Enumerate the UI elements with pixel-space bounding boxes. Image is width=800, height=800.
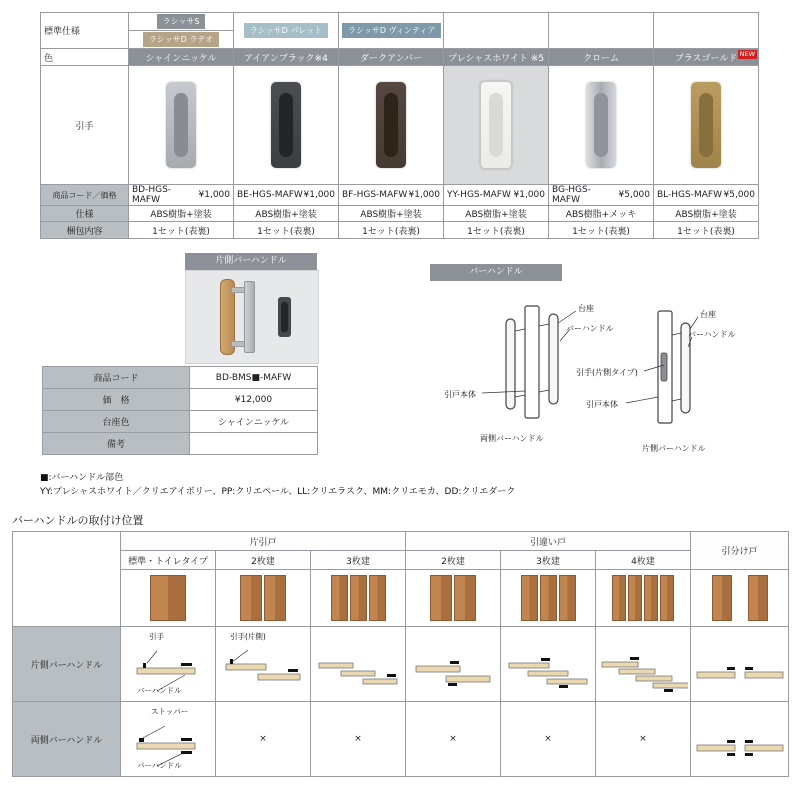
spec-2: ABS樹脂+塗装 (339, 206, 444, 222)
sub-header-2mai-chigai: 2枚建 (406, 551, 501, 570)
handle-image-precious-white (444, 66, 549, 185)
handle-image-chrome (549, 66, 654, 185)
info-value-code: BD-BMS■-MAFW (190, 367, 318, 389)
sub-header-3mai-kata: 3枚建 (311, 551, 406, 570)
not-available-mark: × (596, 702, 691, 777)
spec-row-label: 標準仕様 (41, 13, 129, 49)
handle-row-label: 引手 (41, 66, 129, 185)
sub-header-4mai-chigai: 4枚建 (596, 551, 691, 570)
series-chip-lasissa-s: ラシッサS (157, 14, 206, 29)
color-name-0: シャインニッケル (129, 49, 234, 66)
pack-3: 1セット(表裏) (444, 222, 549, 239)
install-position-title: バーハンドルの取付け位置 (12, 514, 144, 527)
info-label-remarks: 備考 (43, 433, 190, 455)
info-label-base-color: 台座色 (43, 411, 190, 433)
pack-5: 1セット(表裏) (654, 222, 759, 239)
pack-2: 1セット(表裏) (339, 222, 444, 239)
door-panel (660, 575, 674, 621)
door-panel (521, 575, 538, 621)
handle-image-iron-black (234, 66, 339, 185)
series-cell-vintia (339, 13, 444, 49)
price: ¥1,000 (513, 190, 545, 200)
spec-table (40, 12, 759, 239)
price: ¥5,000 (723, 190, 755, 200)
code-price-1 (234, 185, 339, 206)
door-image-3mai-chigai (501, 570, 596, 627)
not-available-mark: × (501, 702, 596, 777)
series-cell-s-lateo (129, 13, 234, 31)
code-price-3 (444, 185, 549, 206)
door-panel (454, 575, 476, 621)
pack-0: 1セット(表裏) (129, 222, 234, 239)
sub-header-2mai-kata: 2枚建 (216, 551, 311, 570)
annotation-hikite: 引手 (149, 632, 164, 641)
code-price-5 (654, 185, 759, 206)
door-panel (150, 575, 186, 621)
door-panel (369, 575, 386, 621)
door-panel (350, 575, 367, 621)
info-value-price: ¥12,000 (190, 389, 318, 411)
pack-1: 1セット(表裏) (234, 222, 339, 239)
not-available-mark: × (311, 702, 406, 777)
plan-one-2mai-kata (216, 627, 311, 702)
bar-handle-info-table (42, 366, 318, 455)
one-side-bar-handle-title: 片側バーハンドル (185, 253, 317, 270)
door-gap (734, 576, 746, 620)
plan-one-4mai-chigai (596, 627, 691, 702)
code-price-row-label: 商品コード／価格 (41, 185, 129, 206)
pull-handle-graphic (586, 82, 616, 168)
annotation-stopper: ストッパー (151, 707, 189, 716)
spec-0: ABS樹脂+塗装 (129, 206, 234, 222)
door-image-hikiwake (691, 570, 789, 627)
product-code: BL-HGS-MAFW (657, 190, 722, 200)
diagram-label-bar-left: バーハンドル (566, 324, 614, 333)
info-value-base-color: シャインニッケル (190, 411, 318, 433)
door-panel (712, 575, 732, 621)
row-label-both-side: 両側バーハンドル (13, 702, 121, 777)
price: ¥5,000 (618, 190, 650, 200)
color-row-label: 色 (41, 49, 129, 66)
bar-handle-diagram (430, 281, 760, 467)
diagram-label-bar-right: バーハンドル (688, 330, 736, 339)
door-image-2mai-kata (216, 570, 311, 627)
price: ¥1,000 (408, 190, 440, 200)
annotation-bar-handle: バーハンドル (137, 686, 182, 695)
series-chip-vintia: ラシッサD ヴィンティア (342, 23, 441, 38)
code-price-0 (129, 185, 234, 206)
bar-handle-photo (185, 270, 319, 364)
diagram-label-both-side: 両側バーハンドル (480, 434, 544, 443)
color-name-1: アイアンブラック※4 (234, 49, 339, 66)
plan-one-3mai-kata (311, 627, 406, 702)
door-image-4mai-chigai (596, 570, 691, 627)
plan-one-standard (121, 627, 216, 702)
group-header-kata-hikido: 片引戸 (121, 532, 406, 551)
note-color-codes: YY:プレシャスホワイト／クリエアイボリー、PP:クリエペール、LL:クリエラスク、MM:クリエモカ、DD:クリエダーク (40, 487, 516, 497)
diagram-label-daiza-right: 台座 (700, 310, 716, 319)
series-cell-palette (234, 13, 339, 49)
series-cell-lateo (129, 31, 234, 49)
door-panel (240, 575, 262, 621)
bar-base-plate (244, 281, 255, 353)
series-cell-empty-3 (654, 13, 759, 49)
spec-5: ABS樹脂+塗装 (654, 206, 759, 222)
door-panel (748, 575, 768, 621)
pull-handle-graphic (271, 82, 301, 168)
door-panel (559, 575, 576, 621)
info-label-code: 商品コード (43, 367, 190, 389)
color-name-5-text: ブラスゴールド (674, 53, 738, 64)
install-position-table (12, 531, 789, 777)
group-header-hikiwake: 引分け戸 (691, 532, 789, 570)
plan-one-2mai-chigai (406, 627, 501, 702)
door-panel (540, 575, 557, 621)
series-cell-empty-2 (549, 13, 654, 49)
series-chip-lateo: ラシッサD ラテオ (143, 32, 219, 47)
info-label-price: 価 格 (43, 389, 190, 411)
not-available-mark: × (216, 702, 311, 777)
door-panel (612, 575, 626, 621)
handle-image-dark-amber (339, 66, 444, 185)
new-badge: NEW (739, 50, 755, 58)
diagram-label-one-side: 片側バーハンドル (642, 444, 706, 453)
diagram-label-hikite-one-side: 引手(片側タイプ) (576, 368, 638, 377)
info-value-remarks (190, 433, 318, 455)
handle-image-shine-nickel (129, 66, 234, 185)
pull-handle-graphic (376, 82, 406, 168)
plan-one-3mai-chigai (501, 627, 596, 702)
color-name-3: プレシャスホワイト ※5 (444, 49, 549, 66)
install-top-left-empty (13, 532, 121, 627)
pull-handle-graphic (480, 81, 512, 169)
sub-header-standard-toilet: 標準・トイレタイプ (121, 551, 216, 570)
spec-1: ABS樹脂+塗装 (234, 206, 339, 222)
plan-both-standard (121, 702, 216, 777)
price: ¥1,000 (198, 190, 230, 200)
pack-row-label: 梱包内容 (41, 222, 129, 239)
not-available-mark: × (406, 702, 501, 777)
door-panel (331, 575, 348, 621)
color-name-2: ダークアンバー (339, 49, 444, 66)
plan-one-hikiwake (691, 627, 789, 702)
code-price-4 (549, 185, 654, 206)
pack-4: 1セット(表裏) (549, 222, 654, 239)
door-panel (644, 575, 658, 621)
bar-handle-diagram-title: バーハンドル (430, 264, 562, 281)
recess-pull-graphic (278, 297, 291, 337)
pull-handle-graphic (166, 82, 196, 168)
product-code: BE-HGS-MAFW (237, 190, 303, 200)
spec-material-row-label: 仕様 (41, 206, 129, 222)
group-header-hikichigai: 引違い戸 (406, 532, 691, 551)
diagram-label-daiza-left: 台座 (578, 304, 594, 313)
code-price-2 (339, 185, 444, 206)
sub-header-3mai-chigai: 3枚建 (501, 551, 596, 570)
product-code: YY-HGS-MAFW (447, 190, 511, 200)
row-label-one-side: 片側バーハンドル (13, 627, 121, 702)
plan-both-hikiwake (691, 702, 789, 777)
door-panel (264, 575, 286, 621)
annotation-hikite-one: 引手(片側) (230, 632, 266, 641)
diagram-label-door-body-left: 引戸本体 (444, 390, 476, 399)
spec-3: ABS樹脂+塗装 (444, 206, 549, 222)
color-name-5 (654, 49, 759, 66)
product-code: BD-HGS-MAFW (132, 185, 172, 205)
series-chip-palette: ラシッサD パレット (244, 23, 328, 38)
door-panel (430, 575, 452, 621)
product-code: BG-HGS-MAFW (552, 185, 591, 205)
door-image-2mai-chigai (406, 570, 501, 627)
note-bar-handle-color: ■:バーハンドル部色 (40, 473, 124, 483)
pull-handle-graphic (691, 82, 721, 168)
spec-4: ABS樹脂+メッキ (549, 206, 654, 222)
handle-image-brass-gold (654, 66, 759, 185)
diagram-label-door-body-right: 引戸本体 (586, 400, 618, 409)
color-name-4: クローム (549, 49, 654, 66)
price: ¥1,000 (303, 190, 335, 200)
annotation-bar-handle: バーハンドル (137, 761, 182, 770)
series-cell-empty-1 (444, 13, 549, 49)
door-panel (628, 575, 642, 621)
door-image-standard (121, 570, 216, 627)
product-code: BF-HGS-MAFW (342, 190, 408, 200)
door-image-3mai-kata (311, 570, 406, 627)
